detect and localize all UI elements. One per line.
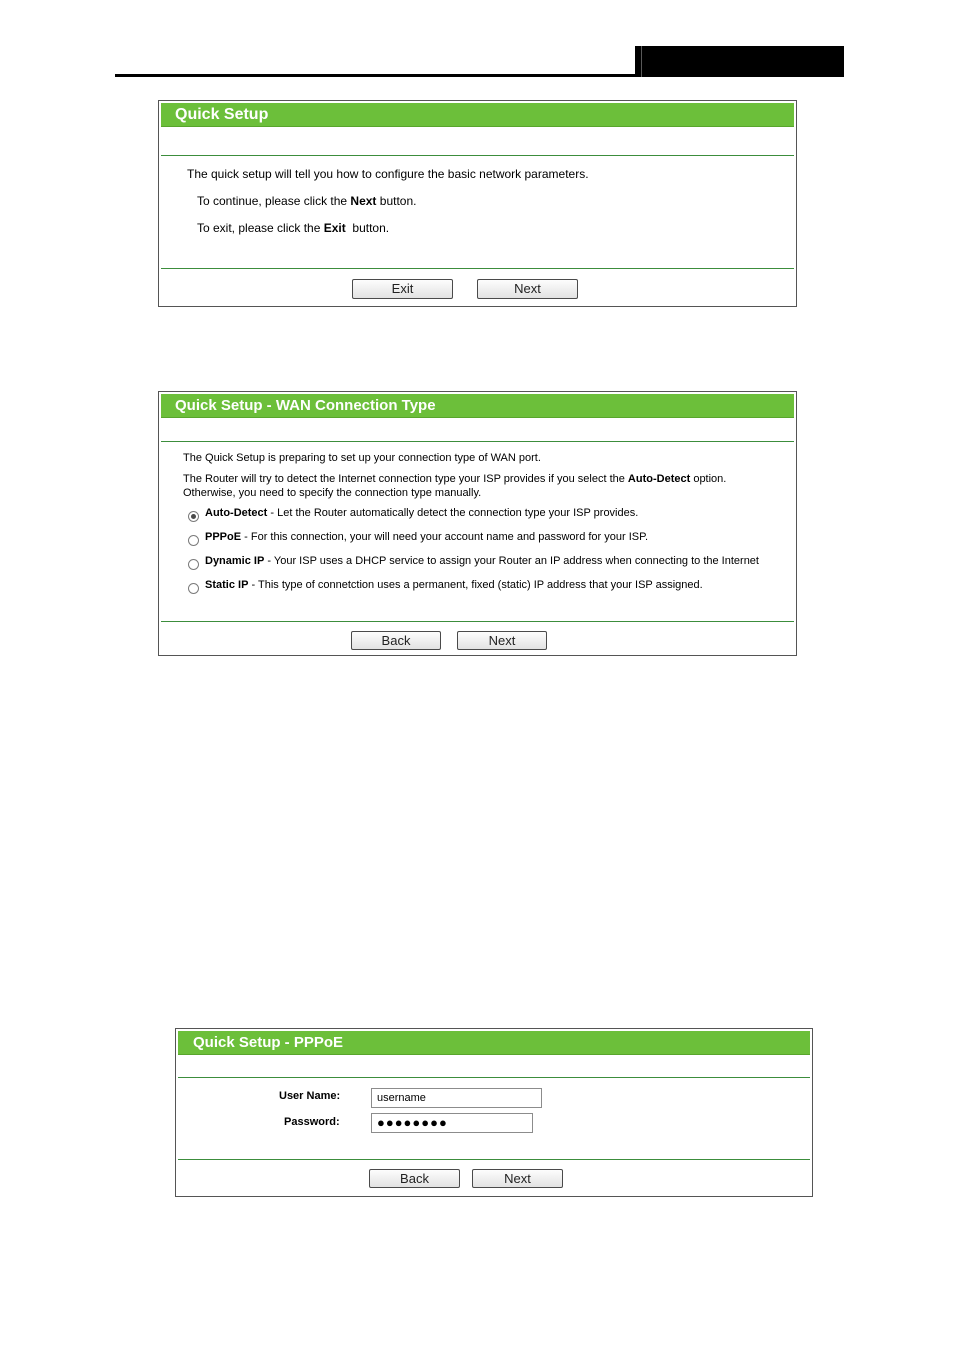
quick-setup-panel [158, 100, 797, 307]
divider [161, 621, 794, 622]
header-black-tab [635, 46, 844, 77]
next-button[interactable]: Next [477, 279, 578, 299]
option-desc: - Your ISP uses a DHCP service to assign your Router an IP address when connecting to the Internet [264, 555, 759, 567]
back-button[interactable]: Back [351, 631, 441, 650]
password-input[interactable]: ●●●●●●●● [371, 1113, 533, 1133]
next-button[interactable]: Next [472, 1169, 563, 1188]
pppoe-panel [175, 1028, 813, 1197]
divider [161, 441, 794, 442]
exit-instruction [197, 221, 389, 235]
wan-connection-type-panel [158, 391, 797, 656]
exit-text-post: button. [345, 221, 390, 235]
divider [178, 1077, 810, 1078]
option-desc: - Let the Router automatically detect the connection type your ISP provides. [267, 507, 639, 519]
wan-intro-line3: Otherwise, you need to specify the connection type manually. [183, 487, 482, 499]
panel-title: Quick Setup - PPPoE [178, 1031, 810, 1055]
option-label: Static IP [205, 579, 249, 591]
continue-instruction [197, 194, 416, 208]
exit-text-bold: Exit [323, 221, 346, 235]
option-label: Auto-Detect [205, 507, 268, 519]
continue-text-post: button. [376, 194, 417, 208]
auto-detect-option [205, 507, 638, 519]
password-label: Password: [284, 1116, 340, 1128]
username-input[interactable]: username [371, 1088, 542, 1108]
back-button[interactable]: Back [369, 1169, 460, 1188]
next-button[interactable]: Next [457, 631, 547, 650]
divider [178, 1159, 810, 1160]
pppoe-option [205, 531, 648, 543]
static-ip-radio[interactable] [188, 583, 199, 594]
option-label: Dynamic IP [205, 555, 265, 567]
divider [161, 155, 794, 156]
wan-line2-bold: Auto-Detect [627, 473, 691, 485]
wan-line2-post: option. [690, 473, 727, 485]
panel-title: Quick Setup - WAN Connection Type [161, 394, 794, 418]
continue-text-bold: Next [350, 194, 377, 208]
exit-text-pre: To exit, please click the [197, 221, 324, 235]
wan-intro-line2 [183, 473, 726, 485]
exit-button[interactable]: Exit [352, 279, 453, 299]
intro-text: The quick setup will tell you how to configure the basic network parameters. [187, 167, 589, 181]
panel-title: Quick Setup [161, 103, 794, 127]
dynamic-ip-option [205, 555, 759, 567]
dynamic-ip-radio[interactable] [188, 559, 199, 570]
username-label: User Name: [279, 1090, 341, 1102]
wan-line2-pre: The Router will try to detect the Internet connection type your ISP provides if you select the [183, 473, 628, 485]
static-ip-option [205, 579, 703, 591]
auto-detect-radio[interactable] [188, 511, 199, 522]
continue-text-pre: To continue, please click the [197, 194, 351, 208]
wan-intro-line1: The Quick Setup is preparing to set up your connection type of WAN port. [183, 452, 541, 464]
pppoe-radio[interactable] [188, 535, 199, 546]
option-label: PPPoE [205, 531, 242, 543]
divider [161, 268, 794, 269]
option-desc: - For this connection, your will need your account name and password for your ISP. [241, 531, 649, 543]
option-desc: - This type of connetction uses a permanent, fixed (static) IP address that your ISP assigned. [248, 579, 703, 591]
